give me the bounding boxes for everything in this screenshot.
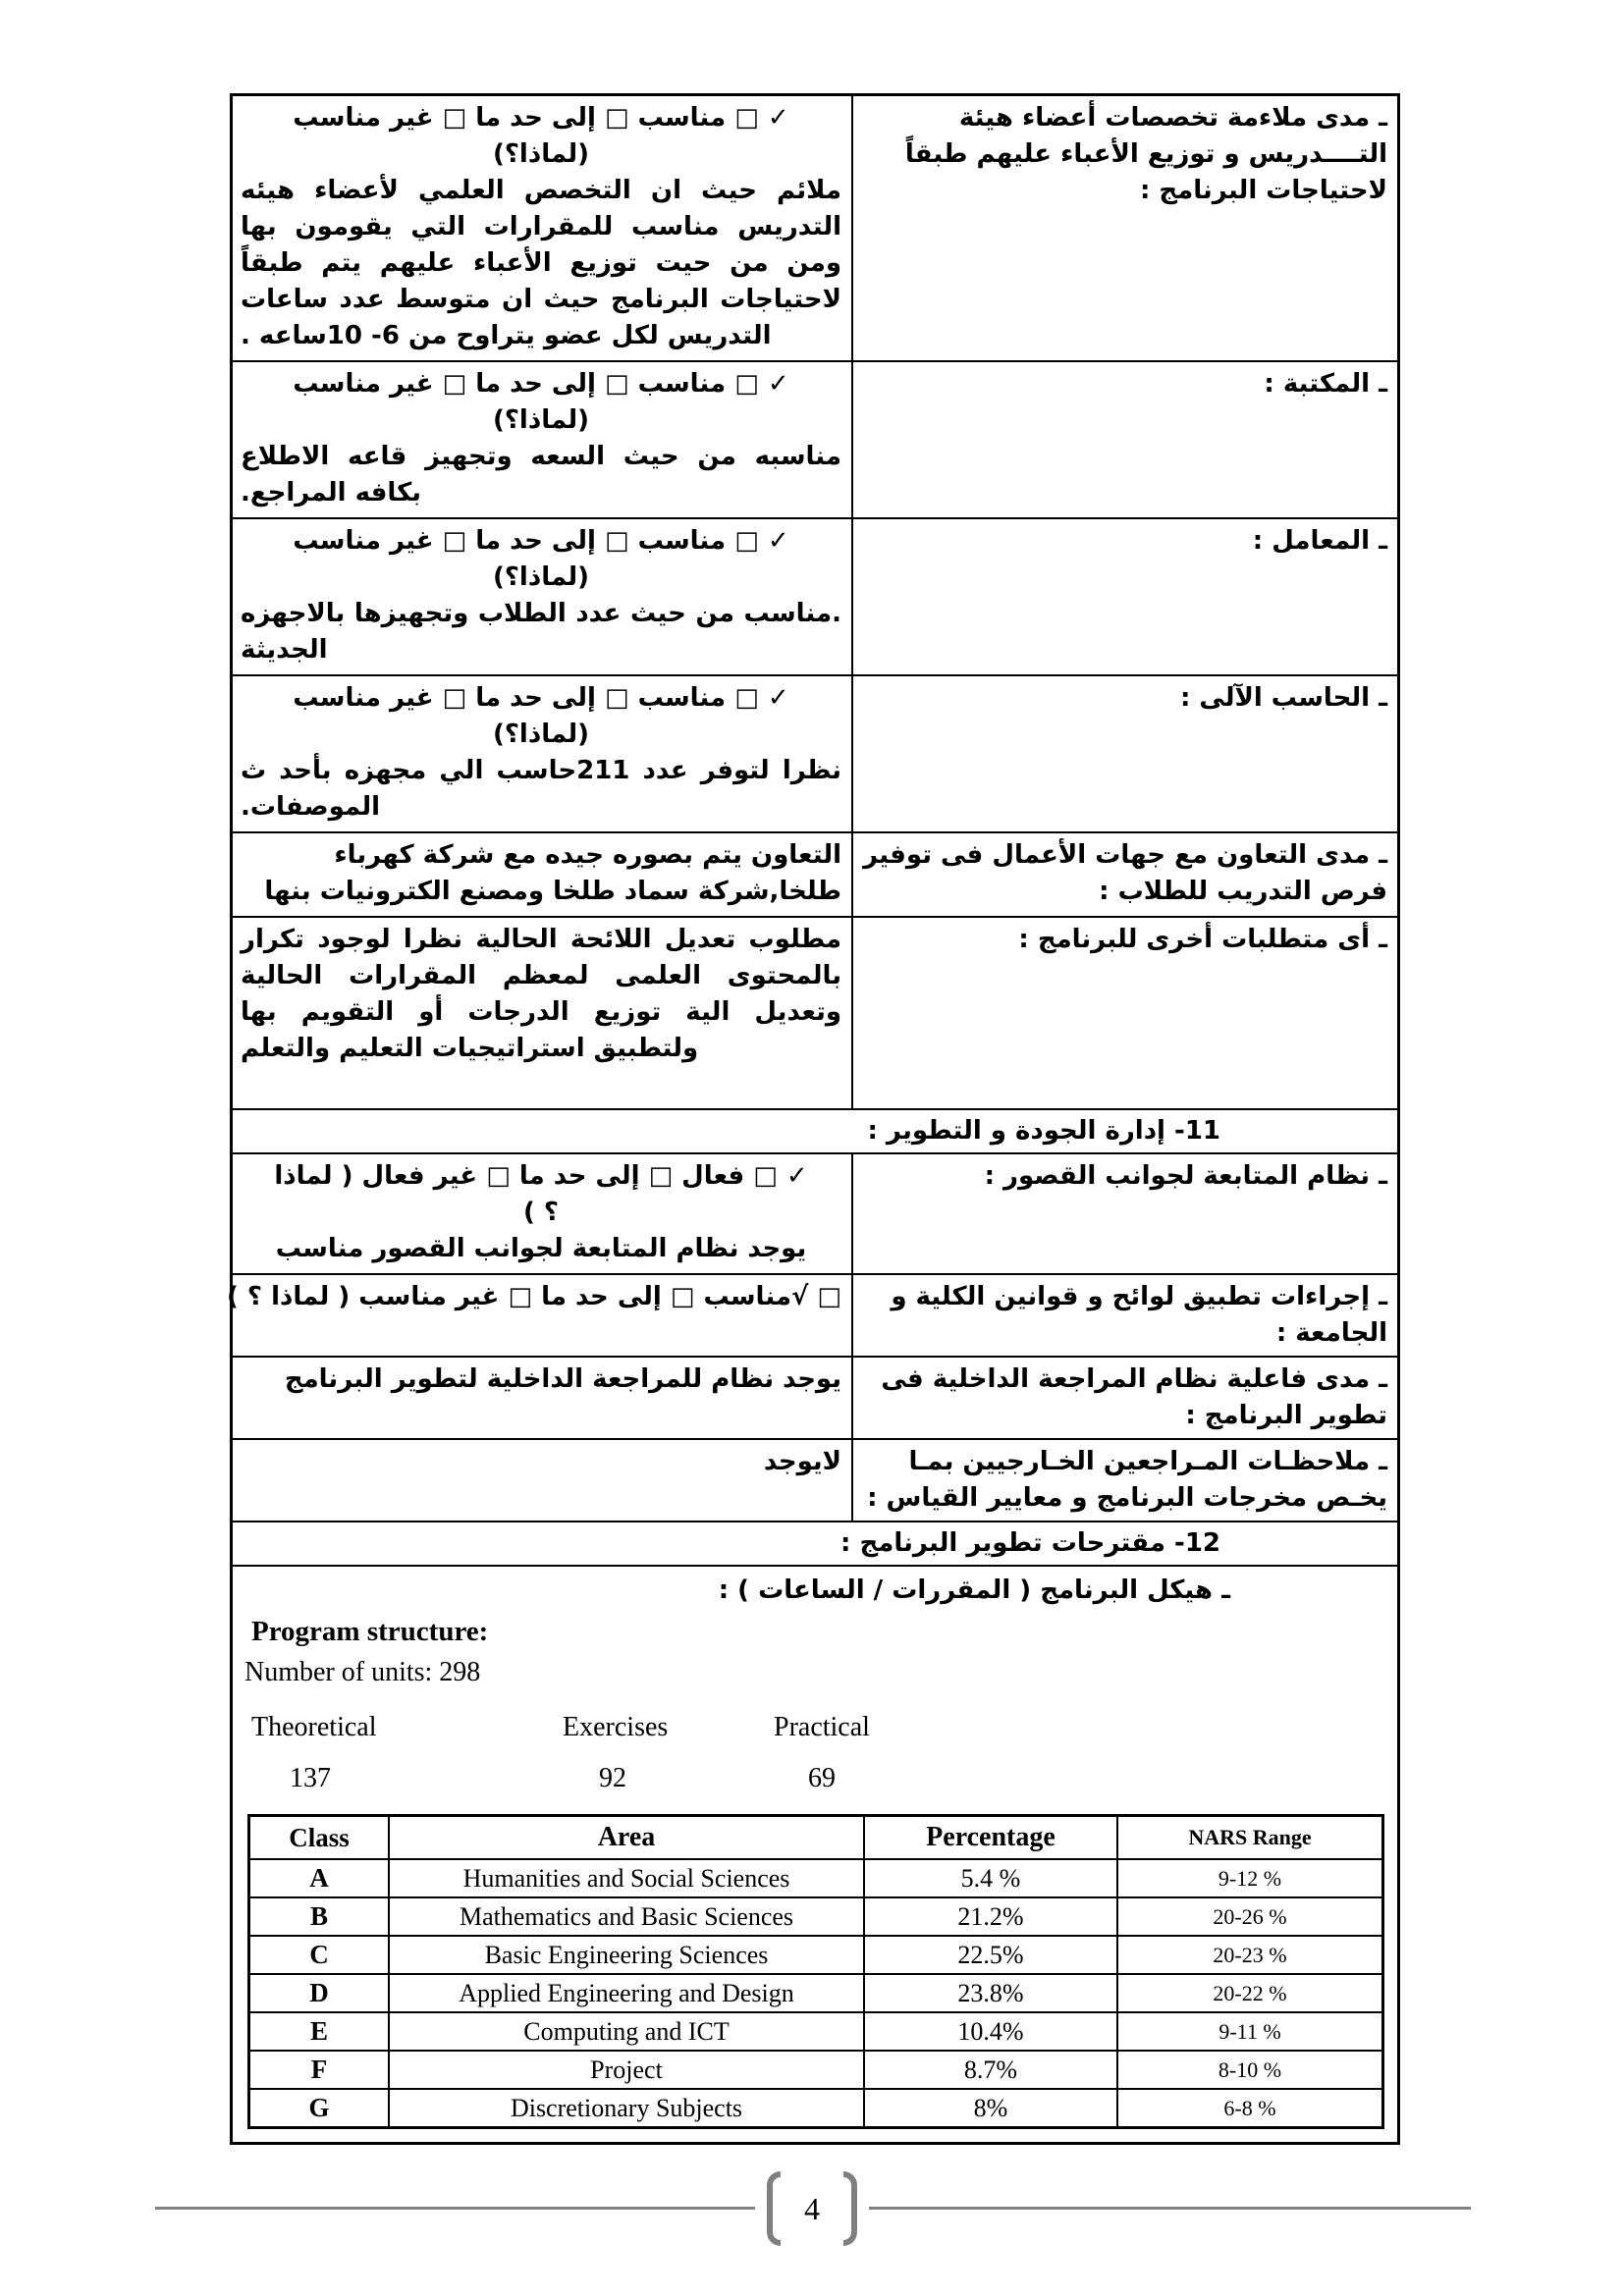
- response-comment: .مناسب من حيث عدد الطلاب وتجهيزها بالاجهزه الجديثة: [241, 599, 841, 665]
- table-row: [233, 676, 1397, 833]
- cell-nars: 9-12 %: [1117, 1859, 1383, 1897]
- options-line: ✓ □ مناسب □ إلى حد ما □ غير مناسب: [293, 103, 789, 133]
- cell-percentage: 23.8%: [864, 1974, 1117, 2012]
- right-bracket-icon: [843, 2171, 857, 2246]
- cell-area: Basic Engineering Sciences: [389, 1936, 864, 1974]
- why-label: (لماذا؟): [492, 405, 590, 435]
- response-comment: التعاون يتم بصوره جيده مع شركة كهرباء طلخا,شركة سماد طلخا ومصنع الكترونيات بنها: [264, 840, 841, 906]
- cell-nars: 8-10 %: [1117, 2051, 1383, 2089]
- cell-nars: 20-23 %: [1117, 1936, 1383, 1974]
- criterion-label: ـ مدى التعاون مع جهات الأعمال فى توفير فرص التدريب للطلاب :: [863, 840, 1387, 906]
- criterion-cell: [853, 362, 1397, 517]
- header-nars-range: NARS Range: [1117, 1816, 1383, 1860]
- col-exercises: Exercises: [563, 1712, 669, 1742]
- response-cell: [233, 918, 853, 1108]
- criterion-cell: [853, 519, 1397, 674]
- cell-percentage: 22.5%: [864, 1936, 1117, 1974]
- page-number-badge: [755, 2171, 869, 2246]
- criterion-label: ـ إجراءات تطبيق لوائح و قوانين الكلية و الجامعة :: [891, 1282, 1387, 1348]
- options-line: ✓ □ مناسب □ إلى حد ما □ غير مناسب: [293, 683, 789, 713]
- response-comment: مطلوب تعديل اللائحة الحالية نظرا لوجود تكرار بالمحتوى العلمى لمعظم المقرارات الحالية وتعديل الية توزيع الدرجات أو التقويم بها ولتطبيق استراتيجيات التعليم والتعلم: [241, 925, 841, 1063]
- table-row: [233, 362, 1397, 519]
- response-cell: [233, 1440, 853, 1521]
- response-comment: مناسبه من حيث السعه وتجهيز قاعه الاطلاع بكافه المراجع.: [241, 442, 841, 507]
- why-label: (لماذا؟): [492, 562, 590, 592]
- cell-percentage: 10.4%: [864, 2012, 1117, 2051]
- response-cell: [233, 1154, 853, 1273]
- criterion-cell: [853, 1275, 1397, 1356]
- table-row: [249, 1936, 1383, 1974]
- options-line: ✓ □ مناسب □ إلى حد ما □ غير مناسب: [293, 369, 789, 399]
- response-cell: [233, 96, 853, 360]
- program-structure-title: Program structure:: [251, 1616, 489, 1647]
- cell-nars: 6-8 %: [1117, 2089, 1383, 2128]
- table-row: [249, 2012, 1383, 2051]
- criterion-cell: [853, 96, 1397, 360]
- table-row: [233, 96, 1397, 362]
- table-row: [233, 1440, 1397, 1522]
- col-theoretical: Theoretical: [251, 1712, 377, 1742]
- table-row: [233, 1154, 1397, 1275]
- cell-percentage: 5.4 %: [864, 1859, 1117, 1897]
- col-practical: Practical: [774, 1712, 870, 1742]
- criterion-cell: [853, 676, 1397, 831]
- options-line: ✓ □ مناسب □ إلى حد ما □ غير مناسب: [293, 526, 789, 556]
- assessment-table: [227, 93, 1400, 2145]
- response-cell: [233, 833, 853, 916]
- cell-area: Discretionary Subjects: [389, 2089, 864, 2128]
- criterion-label: ـ مدى فاعلية نظام المراجعة الداخلية فى تطوير البرنامج :: [881, 1364, 1387, 1430]
- number-of-units: Number of units: 298: [244, 1657, 481, 1687]
- why-label: (لماذا؟): [492, 720, 590, 749]
- cell-area: Mathematics and Basic Sciences: [389, 1897, 864, 1936]
- criterion-label: ـ ملاحظـات المـراجعين الخـارجيين بمـا يخـص مخرجات البرنامج و معايير القياس :: [867, 1447, 1387, 1513]
- cell-percentage: 8%: [864, 2089, 1117, 2128]
- criterion-label: ـ الحاسب الآلى :: [1179, 683, 1387, 713]
- options-line: □ √مناسب □ إلى حد ما □ غير مناسب ( لماذا ؟ ): [227, 1282, 841, 1311]
- program-structure-section: [233, 1567, 1397, 2142]
- table-row: [249, 1974, 1383, 2012]
- value-exercises: 92: [599, 1763, 626, 1793]
- table-row: [233, 833, 1397, 918]
- program-structure-label-ar: ـ هيكل البرنامج ( المقررات / الساعات ) :: [718, 1575, 1230, 1605]
- criterion-cell: [853, 1358, 1397, 1438]
- why-label: ؟ ): [522, 1198, 560, 1227]
- table-row: [249, 2051, 1383, 2089]
- cell-nars: 9-11 %: [1117, 2012, 1383, 2051]
- criterion-label: ـ نظام المتابعة لجوانب القصور :: [984, 1161, 1387, 1191]
- options-line: ✓ □ فعال □ إلى حد ما □ غير فعال ( لماذا: [274, 1161, 808, 1191]
- why-label: (لماذا؟): [492, 139, 590, 169]
- nars-comparison-table: [247, 1814, 1384, 2129]
- cell-class: B: [249, 1897, 390, 1936]
- cell-area: Project: [389, 2051, 864, 2089]
- table-row: [227, 1275, 1397, 1358]
- cell-class: E: [249, 2012, 390, 2051]
- cell-class: D: [249, 1974, 390, 2012]
- response-cell: [233, 676, 853, 831]
- cell-area: Humanities and Social Sciences: [389, 1859, 864, 1897]
- cell-percentage: 8.7%: [864, 2051, 1117, 2089]
- response-cell: [233, 362, 853, 517]
- table-row: [233, 519, 1397, 676]
- response-cell: [233, 519, 853, 674]
- criterion-label: ـ مدى ملاءمة تخصصات أعضاء هيئة التــــدريس و توزيع الأعباء عليهم طبقاً لاحتياجات البرنامج :: [904, 103, 1387, 205]
- page-number: 4: [804, 2190, 820, 2226]
- response-comment: ملائم حيث ان التخصص العلمي لأعضاء هيئه التدريس مناسب للمقرارات التي يقومون بها ومن من حيت توزيع الأعباء عليهم يتم طبقاً لاحتياجات البرنامج حيث ان متوسط عدد ساعات التدريس لكل عضو يتراوح من 6- 10ساعه .: [241, 176, 841, 350]
- left-bracket-icon: [767, 2171, 781, 2246]
- cell-class: F: [249, 2051, 390, 2089]
- response-cell: [233, 1358, 853, 1438]
- table-row: [249, 1897, 1383, 1936]
- criterion-label: ـ المكتبة :: [1264, 369, 1387, 399]
- table-header-row: [249, 1816, 1383, 1860]
- table-row: [249, 1859, 1383, 1897]
- cell-nars: 20-26 %: [1117, 1897, 1383, 1936]
- header-class: Class: [249, 1816, 390, 1860]
- table-row: [233, 1358, 1397, 1440]
- table-row: [249, 2089, 1383, 2128]
- response-comment: يوجد نظام المتابعة لجوانب القصور مناسب: [275, 1234, 807, 1263]
- cell-class: A: [249, 1859, 390, 1897]
- criterion-cell: [853, 1440, 1397, 1521]
- criterion-label: ـ المعامل :: [1252, 526, 1387, 556]
- cell-nars: 20-22 %: [1117, 1974, 1383, 2012]
- table-row: [233, 918, 1397, 1110]
- criterion-cell: [853, 918, 1397, 1108]
- response-comment: يوجد نظام للمراجعة الداخلية لتطوير البرنامج: [284, 1364, 841, 1394]
- criterion-cell: [853, 833, 1397, 916]
- header-area: Area: [389, 1816, 864, 1860]
- cell-area: Applied Engineering and Design: [389, 1974, 864, 2012]
- value-practical: 69: [808, 1763, 836, 1793]
- response-cell: [227, 1275, 853, 1356]
- cell-area: Computing and ICT: [389, 2012, 864, 2051]
- cell-percentage: 21.2%: [864, 1897, 1117, 1936]
- cell-class: G: [249, 2089, 390, 2128]
- section-12-header: 12- مقترحات تطوير البرنامج :: [233, 1522, 1397, 1567]
- criterion-cell: [853, 1154, 1397, 1273]
- cell-class: C: [249, 1936, 390, 1974]
- section-11-header: 11- إدارة الجودة و التطوير :: [233, 1110, 1397, 1154]
- header-percentage: Percentage: [864, 1816, 1117, 1860]
- response-comment: لايوجد: [763, 1447, 841, 1476]
- response-comment: نظرا لتوفر عدد 211حاسب الي مجهزه بأحد ث الموصفات.: [241, 756, 842, 822]
- value-theoretical: 137: [290, 1763, 331, 1793]
- criterion-label: ـ أى متطلبات أخرى للبرنامج :: [1018, 925, 1387, 954]
